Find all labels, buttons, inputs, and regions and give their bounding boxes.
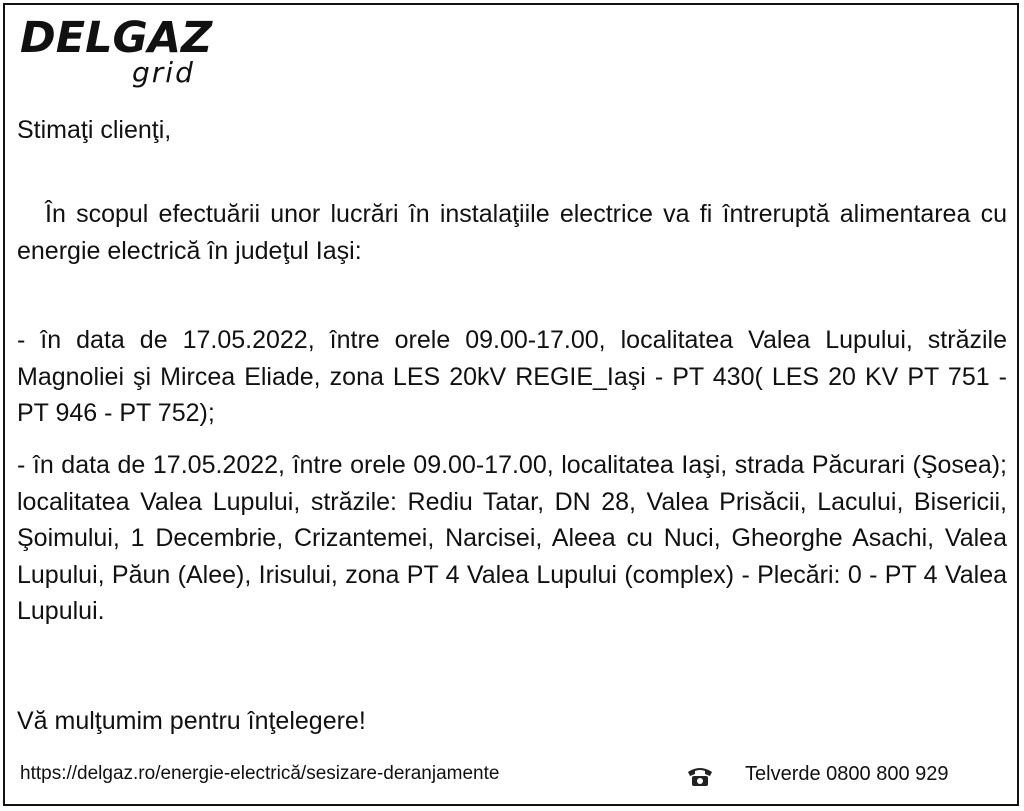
intro-paragraph: În scopul efectuării unor lucrări în instalaţiile electrice va fi întreruptă alimentarea cu energie electrică în judeţul Iaşi: <box>17 200 1007 265</box>
footer-url[interactable]: https://delgaz.ro/energie-electrică/sesizare-deranjamente <box>20 763 500 784</box>
logo-sub: grid <box>132 56 195 89</box>
telephone-icon <box>685 764 715 788</box>
closing-text: Vă mulţumim pentru înţelegere! <box>17 707 366 735</box>
delgaz-grid-logo <box>20 14 220 94</box>
logo-brand: DELGAZ <box>20 13 213 63</box>
outage-item-1: - în data de 17.05.2022, între orele 09.00-17.00, localitatea Valea Lupului, străzile Magnoliei şi Mircea Eliade, zona LES 20kV REGIE_Iaşi - PT 430( LES 20 KV PT 751 - PT 946 - PT 752); <box>17 326 1007 428</box>
footer-phone: Telverde 0800 800 929 <box>745 763 949 785</box>
greeting: Stimaţi clienţi, <box>17 116 172 144</box>
outage-item-2: - în data de 17.05.2022, între orele 09.00-17.00, localitatea Iaşi, strada Păcurari (Şosea); localitatea Valea Lupului, străzile: Rediu Tatar, DN 28, Valea Prisăcii, Lacului, Bisericii, Şoimului, 1 Decembrie, Crizantemei, Narcisei, Aleea cu Nuci, Gheorghe Asachi, Valea Lupului, Păun (Alee), Irisului, zona PT 4 Valea Lupului (complex) - Plecări: 0 - PT 4 Valea Lupului. <box>17 451 1007 626</box>
